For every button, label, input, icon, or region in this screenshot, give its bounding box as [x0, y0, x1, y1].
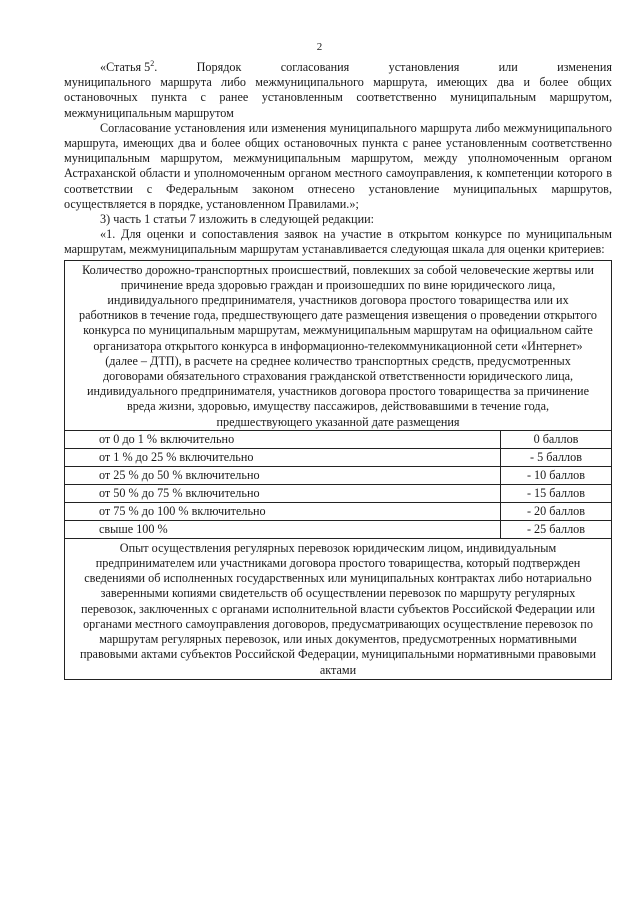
score-cell: 0 баллов	[533, 431, 579, 446]
score-cell: - 15 баллов	[526, 485, 586, 500]
page-number: 2	[316, 41, 323, 53]
paragraph-amendment: 3) часть 1 статьи 7 изложить в следующей редакции:	[100, 212, 375, 227]
article-heading-rest: муниципального маршрута либо межмуниципального маршрута, имеющих два и более общих остановочных пункта с ранее установленным соответственно муниципальным маршрутом, межмуниципальным маршрутом	[64, 75, 612, 120]
criterion-experience: Опыт осуществления регулярных перевозок юридическим лицом, индивидуальным предпринимателем или участниками договора простого товарищества, который подтвержден сведениями об исполненных государственных или муниципальных контрактах либо нотариально заверенными копиями свидетельств об осуществлении перевозок по маршруту регулярных перевозок, заключенных с органами исполнительной власти субъектов Российской Федерации или органами местного самоуправления договоров, предусматривающих осуществление перевозок по маршрутам регулярных перевозок, или иных документов, предусмотренных нормативными правовыми актами субъектов Российской Федерации, муниципальными нормативными правовыми актами	[65, 538, 611, 679]
score-cell: - 20 баллов	[526, 503, 586, 518]
table-row	[65, 430, 611, 448]
score-cell: - 10 баллов	[526, 467, 586, 482]
score-cell: - 5 баллов	[530, 449, 582, 464]
paragraph-approval: Согласование установления или изменения муниципального маршрута либо межмуниципального маршрута, имеющих два и более общих остановочных пункта с ранее установленным соответственно муниципальным маршрутом, межмуниципальным маршрутом, между уполномоченным органом Астраханской области и уполномоченным органом местного самоуправления, к компетенции которого в соответствии с Федеральным законом отнесено установление муниципальных маршрутов, осуществляется в порядке, установленном Правилами.»;	[64, 120, 612, 211]
range-cell: от 1 % до 25 % включительно	[65, 449, 501, 466]
table-row	[65, 520, 611, 538]
heading-word: или	[498, 60, 518, 74]
score-cell: - 25 баллов	[526, 521, 586, 536]
heading-word: согласования	[280, 60, 350, 74]
heading-word: установления	[388, 60, 460, 74]
heading-word: изменения	[557, 60, 612, 74]
document-body	[64, 60, 612, 680]
article-heading-line	[64, 60, 612, 75]
table-row	[65, 484, 611, 502]
table-row	[65, 448, 611, 466]
table-row	[65, 466, 611, 484]
paragraph-scale-intro: «1. Для оценки и сопоставления заявок на участие в открытом конкурсе по муниципальным маршрутам, межмуниципальным маршрутам устанавливается следующая шкала для оценки критериев:	[64, 227, 612, 257]
range-cell: свыше 100 %	[65, 521, 501, 538]
table-row	[65, 502, 611, 520]
range-cell: от 0 до 1 % включительно	[65, 431, 501, 448]
range-cell: от 25 % до 50 % включительно	[65, 467, 501, 484]
heading-word: Порядок	[196, 60, 242, 74]
heading-superscript: 2	[150, 58, 155, 68]
criterion-accidents: Количество дорожно-транспортных происшествий, повлекших за собой человеческие жертвы или причинение вреда здоровью граждан и произошедших по вине юридического лица, индивидуального предпринимателя, участников договора простого товарищества или их работников в течение года, предшествующего дате размещения извещения о проведении открытого конкурса по муниципальным маршрутам, межмуниципальным маршрутам на официальном сайте организатора открытого конкурса в информационно-телекоммуникационной сети «Интернет» (далее – ДТП), в расчете на среднее количество транспортных средств, предусмотренных договорами обязательного страхования гражданской ответственности юридического лица, индивидуального предпринимателя, участников договора простого товарищества за причинение вреда жизни, здоровью, имуществу пассажиров, действовавшими в течение года, предшествующего указанной дате размещения	[79, 262, 597, 429]
heading-word: «Статья $5^2$.	[100, 58, 158, 74]
range-cell: от 75 % до 100 % включительно	[65, 503, 501, 520]
range-cell: от 50 % до 75 % включительно	[65, 485, 501, 502]
criteria-table	[64, 260, 612, 680]
